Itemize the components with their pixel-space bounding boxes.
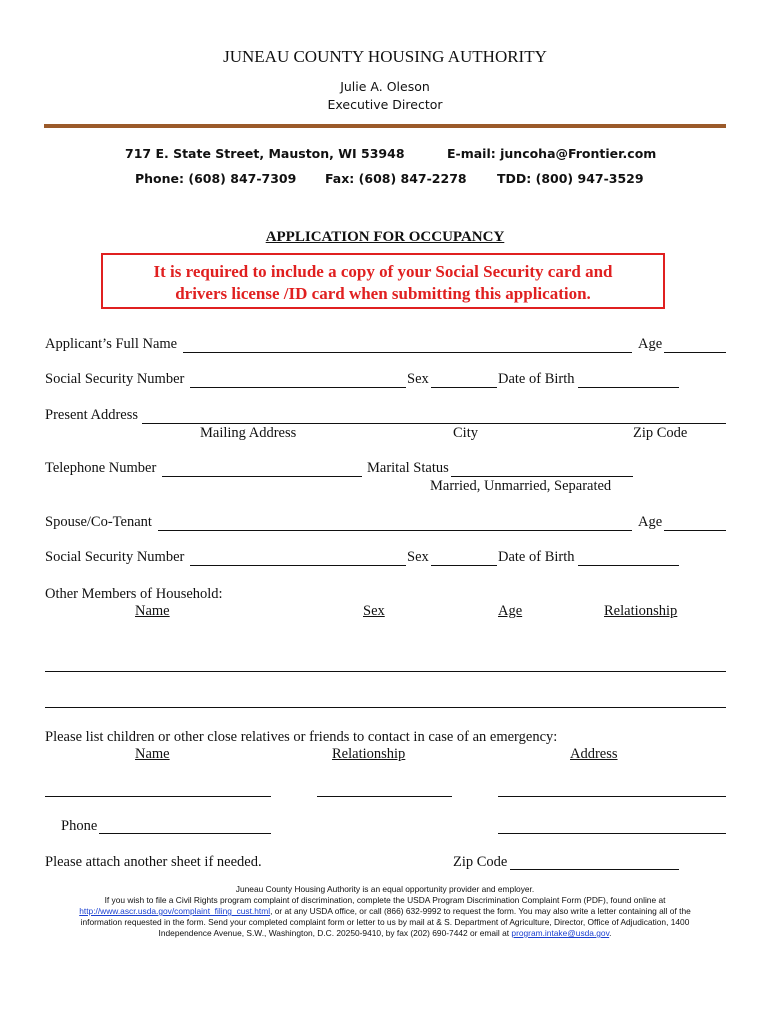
notice-line-1: It is required to include a copy of your Social Security card and [153,262,613,281]
household-col-name: Name [135,603,170,619]
spouse-sex-field[interactable] [431,565,497,566]
emergency-col-relationship: Relationship [332,746,406,762]
household-col-sex: Sex [363,603,385,619]
dob-field[interactable] [578,387,679,388]
spouse-field[interactable] [158,530,632,531]
telephone-field[interactable] [162,476,362,477]
email-link[interactable]: program.intake@usda.gov [511,928,610,938]
footer-line-3 [20,906,750,917]
complaint-link[interactable]: http://www.ascr.usda.gov/complaint_filing_cust.html [79,906,271,916]
household-label: Other Members of Household: [45,586,223,602]
email-line: E-mail: juncoha@Frontier.com [447,146,657,161]
spouse-dob-field[interactable] [578,565,679,566]
footer-line-4: information requested in the form. Send your completed complaint form or letter to us by mail at & S. Department of Agriculture, Director, Office of Adjudication, 1400 [80,917,690,927]
marital-status-field[interactable] [451,476,633,477]
address-line: 717 E. State Street, Mauston, WI 53948 [125,146,405,161]
household-row-line-2[interactable] [45,707,726,708]
fax-line: Fax: (608) 847-2278 [325,171,467,186]
spouse-ssn-field[interactable] [190,565,406,566]
notice-box [101,253,665,309]
tdd-line: TDD: (800) 947-3529 [497,171,644,186]
dob-label: Date of Birth [498,371,575,387]
emergency-address-field[interactable] [498,796,726,797]
footer [20,884,750,939]
age-field[interactable] [664,352,726,353]
spouse-age-field[interactable] [664,530,726,531]
footer-line-5-end: . [609,928,612,938]
header-rule [44,124,726,128]
footer-line-5-text: Independence Avenue, S.W., Washington, D.C. 20250-9410, by fax (202) 690-7442 or email at [158,928,512,938]
household-row-line-1[interactable] [45,671,726,672]
marital-options-caption: Married, Unmarried, Separated [430,478,612,494]
phone-label: Phone [61,818,98,834]
mailing-address-caption: Mailing Address [200,425,297,441]
spouse-label: Spouse/Co-Tenant [45,514,152,530]
org-name: JUNEAU COUNTY HOUSING AUTHORITY [223,47,547,66]
emergency-label: Please list children or other close relatives or friends to contact in case of an emergency: [45,729,558,745]
spouse-sex-label: Sex [407,549,429,565]
household-col-age: Age [498,603,523,619]
phone-line: Phone: (608) 847-7309 [135,171,297,186]
ssn-field[interactable] [190,387,406,388]
applicant-name-label: Applicant’s Full Name [45,336,178,352]
notice-line-2: drivers license /ID card when submitting this application. [175,284,591,303]
present-address-label: Present Address [45,407,139,423]
applicant-name-field[interactable] [183,352,632,353]
footer-line-3-text: , or at any USDA office, or call (866) 632-9992 to request the form. You may also write a letter containing all of the [270,906,691,916]
emergency-col-name: Name [135,746,170,762]
sex-label: Sex [407,371,429,387]
attach-note: Please attach another sheet if needed. [45,854,262,870]
footer-line-1: Juneau County Housing Authority is an equal opportunity provider and employer. [235,884,535,894]
zip-code-label: Zip Code [453,854,508,870]
ssn-label: Social Security Number [45,371,185,387]
footer-line-5 [20,928,750,939]
telephone-label: Telephone Number [45,460,157,476]
emergency-relationship-field[interactable] [317,796,452,797]
household-col-relationship: Relationship [604,603,678,619]
sex-field[interactable] [431,387,497,388]
director-name: Julie A. Oleson [340,79,430,94]
age-label: Age [638,336,663,352]
spouse-age-label: Age [638,514,663,530]
zip-code-field[interactable] [510,869,679,870]
form-title: APPLICATION FOR OCCUPANCY [265,229,505,245]
emergency-name-field[interactable] [45,796,271,797]
director-title: Executive Director [327,97,443,112]
spouse-dob-label: Date of Birth [498,549,575,565]
spouse-ssn-label: Social Security Number [45,549,185,565]
city-caption: City [453,425,478,441]
present-address-field[interactable] [142,423,726,424]
marital-status-label: Marital Status [367,460,449,476]
emergency-address-field-2[interactable] [498,833,726,834]
emergency-col-address: Address [570,746,618,762]
footer-line-2: If you wish to file a Civil Rights program complaint of discrimination, complete the USDA Program Discrimination Complaint Form (PDF), found online at [104,895,666,905]
zip-caption: Zip Code [633,425,688,441]
emergency-phone-field[interactable] [99,833,271,834]
